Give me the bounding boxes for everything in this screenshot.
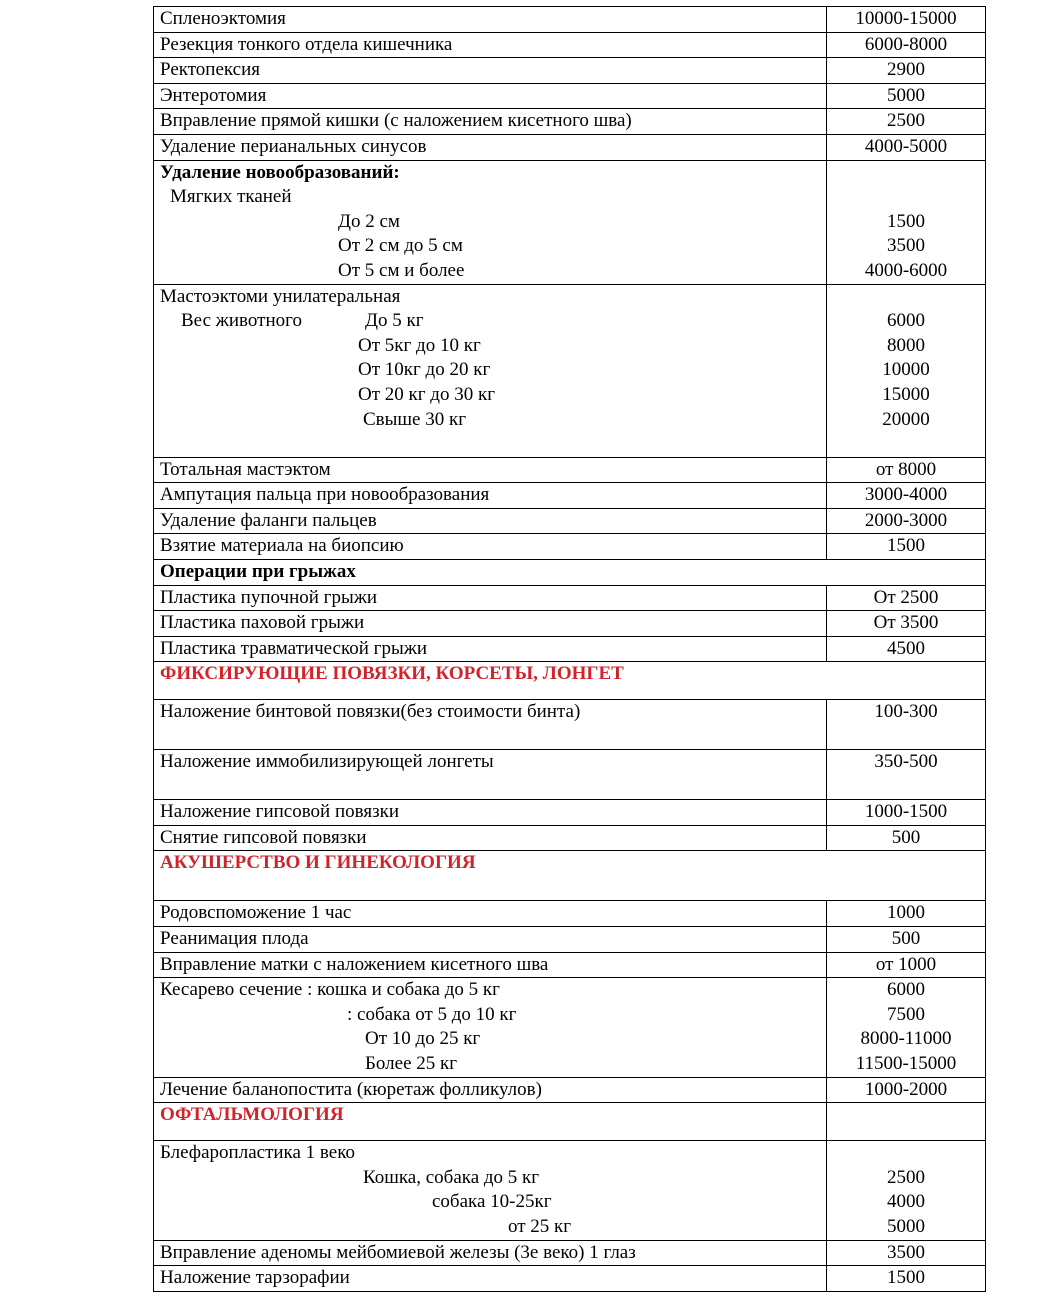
- service-price: 4000-5000: [827, 134, 986, 160]
- service-name: Пластика пупочной грыжи: [154, 585, 827, 611]
- service-name: Энтеротомия: [154, 83, 827, 109]
- service-price: 500: [827, 927, 986, 953]
- service-price: 8000-11000: [860, 1028, 952, 1050]
- table-row: [154, 800, 986, 826]
- group-title: Мастоэктоми унилатеральная: [160, 285, 401, 307]
- table-row: [154, 457, 986, 483]
- table-row: [154, 7, 986, 33]
- size-option: До 2 см: [338, 210, 400, 232]
- table-row: [154, 534, 986, 560]
- service-name: Пластика травматической грыжи: [154, 636, 827, 662]
- service-name: Родовспоможение 1 час: [154, 901, 827, 927]
- weight-option: собака 10-25кг: [432, 1191, 552, 1213]
- cesarean-option: : собака от 5 до 10 кг: [347, 1003, 517, 1025]
- table-row: [154, 134, 986, 160]
- service-price: 500: [827, 825, 986, 851]
- service-price: 1000-1500: [827, 800, 986, 826]
- section-header-bandages: [154, 662, 986, 700]
- service-price: 10000-15000: [827, 7, 986, 33]
- weight-option: От 5кг до 10 кг: [358, 334, 481, 356]
- weight-option: Свыше 30 кг: [363, 408, 466, 430]
- service-price: 2500: [887, 1166, 925, 1188]
- cesarean-option: Кесарево сечение : кошка и собака до 5 кг: [160, 979, 500, 1001]
- service-name: Лечение баланопостита (кюретаж фолликулов): [154, 1077, 827, 1103]
- section-title: Операции при грыжах: [154, 559, 986, 585]
- table-row: [154, 927, 986, 953]
- table-row-cesarean: [154, 978, 986, 1077]
- service-price: 5000: [827, 83, 986, 109]
- section-title: ОФТАЛЬМОЛОГИЯ: [160, 1104, 344, 1126]
- service-price: 15000: [882, 383, 930, 405]
- group-title: Удаление новообразований:: [160, 161, 400, 183]
- table-row: [154, 750, 986, 800]
- group-title: Блефаропластика 1 веко: [160, 1142, 355, 1164]
- table-row: [154, 1266, 986, 1292]
- service-name: Наложение иммобилизирующей лонгеты: [154, 750, 827, 800]
- table-row: [154, 32, 986, 58]
- service-price: 2900: [827, 58, 986, 84]
- service-price: 5000: [887, 1216, 925, 1237]
- service-price: 1000-2000: [827, 1077, 986, 1103]
- service-name: Реанимация плода: [154, 927, 827, 953]
- service-price: 3500: [887, 235, 925, 257]
- service-price: 350-500: [827, 750, 986, 800]
- service-group: [154, 978, 827, 1077]
- service-price-group: [827, 978, 986, 1077]
- table-row: [154, 952, 986, 978]
- group-subtitle: Мягких тканей: [170, 186, 292, 208]
- weight-option: от 25 кг: [508, 1216, 572, 1237]
- cesarean-option: От 10 до 25 кг: [365, 1028, 481, 1050]
- section-header-hernia: [154, 559, 986, 585]
- table-row: [154, 825, 986, 851]
- service-price: 4000: [887, 1191, 925, 1213]
- service-price: от 1000: [827, 952, 986, 978]
- table-row: [154, 1240, 986, 1266]
- table-row: [154, 508, 986, 534]
- service-name: Удаление фаланги пальцев: [154, 508, 827, 534]
- service-price: От 3500: [827, 611, 986, 637]
- service-name: Ампутация пальца при новообразования: [154, 483, 827, 509]
- table-row: [154, 585, 986, 611]
- weight-label: Вес животного: [181, 310, 302, 332]
- price-list-page: [153, 6, 985, 1292]
- service-group: [154, 284, 827, 457]
- service-name: Вправление аденомы мейбомиевой железы (3е веко) 1 глаз: [154, 1240, 827, 1266]
- service-name: Пластика паховой грыжи: [154, 611, 827, 637]
- table-row: [154, 58, 986, 84]
- table-row: [154, 483, 986, 509]
- price-table: [153, 6, 986, 1292]
- weight-option: От 10кг до 20 кг: [358, 359, 491, 381]
- service-price: От 2500: [827, 585, 986, 611]
- service-price: 1500: [887, 210, 925, 232]
- table-row: [154, 901, 986, 927]
- size-option: От 2 см до 5 см: [338, 235, 463, 257]
- service-price: 20000: [882, 408, 930, 430]
- service-name: Ректопексия: [154, 58, 827, 84]
- table-row: [154, 700, 986, 750]
- service-name: Удаление перианальных синусов: [154, 134, 827, 160]
- weight-option: До 5 кг: [365, 310, 424, 332]
- service-price: 6000-8000: [827, 32, 986, 58]
- service-price: 6000: [887, 310, 925, 332]
- service-price: 2000-3000: [827, 508, 986, 534]
- service-price: 2500: [827, 109, 986, 135]
- service-group: [154, 1141, 827, 1240]
- service-name: Наложение гипсовой повязки: [154, 800, 827, 826]
- table-row: [154, 83, 986, 109]
- service-name: Наложение бинтовой повязки(без стоимости бинта): [154, 700, 827, 750]
- service-name: Взятие материала на биопсию: [154, 534, 827, 560]
- service-name: Вправление матки с наложением кисетного шва: [154, 952, 827, 978]
- service-price: 100-300: [827, 700, 986, 750]
- size-option: От 5 см и более: [338, 259, 465, 281]
- service-name: Наложение тарзорафии: [154, 1266, 827, 1292]
- service-price: 4000-6000: [864, 259, 948, 281]
- service-price-group: [827, 160, 986, 284]
- service-group: [154, 160, 827, 284]
- service-price: от 8000: [827, 457, 986, 483]
- service-price: 8000: [887, 334, 925, 356]
- cesarean-option: Более 25 кг: [365, 1053, 458, 1075]
- table-row: [154, 109, 986, 135]
- service-name: Резекция тонкого отдела кишечника: [154, 32, 827, 58]
- service-price: 1500: [827, 1266, 986, 1292]
- weight-option: Кошка, собака до 5 кг: [363, 1166, 540, 1188]
- service-price: 6000: [887, 979, 925, 1001]
- section-title: ФИКСИРУЮЩИЕ ПОВЯЗКИ, КОРСЕТЫ, ЛОНГЕТ: [160, 663, 624, 685]
- service-price: 11500-15000: [855, 1053, 957, 1075]
- service-name: Тотальная мастэктом: [154, 457, 827, 483]
- service-price-group: [827, 1141, 986, 1240]
- service-price: 4500: [827, 636, 986, 662]
- service-price: 1000: [827, 901, 986, 927]
- service-name: Вправление прямой кишки (с наложением кисетного шва): [154, 109, 827, 135]
- table-row: [154, 611, 986, 637]
- table-row: [154, 1077, 986, 1103]
- service-price: 3500: [827, 1240, 986, 1266]
- weight-option: От 20 кг до 30 кг: [358, 383, 495, 405]
- table-row: [154, 636, 986, 662]
- service-price-group: [827, 284, 986, 457]
- table-row-mastectomy: [154, 284, 986, 457]
- service-name: Снятие гипсовой повязки: [154, 825, 827, 851]
- table-row-blepharoplasty: [154, 1141, 986, 1240]
- service-price: 10000: [882, 359, 930, 381]
- section-header-obstetrics: [154, 851, 986, 901]
- service-price: 7500: [887, 1003, 925, 1025]
- section-header-ophthalmology: [154, 1103, 986, 1141]
- service-price: 1500: [827, 534, 986, 560]
- service-name: Спленоэктомия: [154, 7, 827, 33]
- section-title: АКУШЕРСТВО И ГИНЕКОЛОГИЯ: [160, 852, 476, 874]
- table-row-tumor-removal: [154, 160, 986, 284]
- service-price: 3000-4000: [827, 483, 986, 509]
